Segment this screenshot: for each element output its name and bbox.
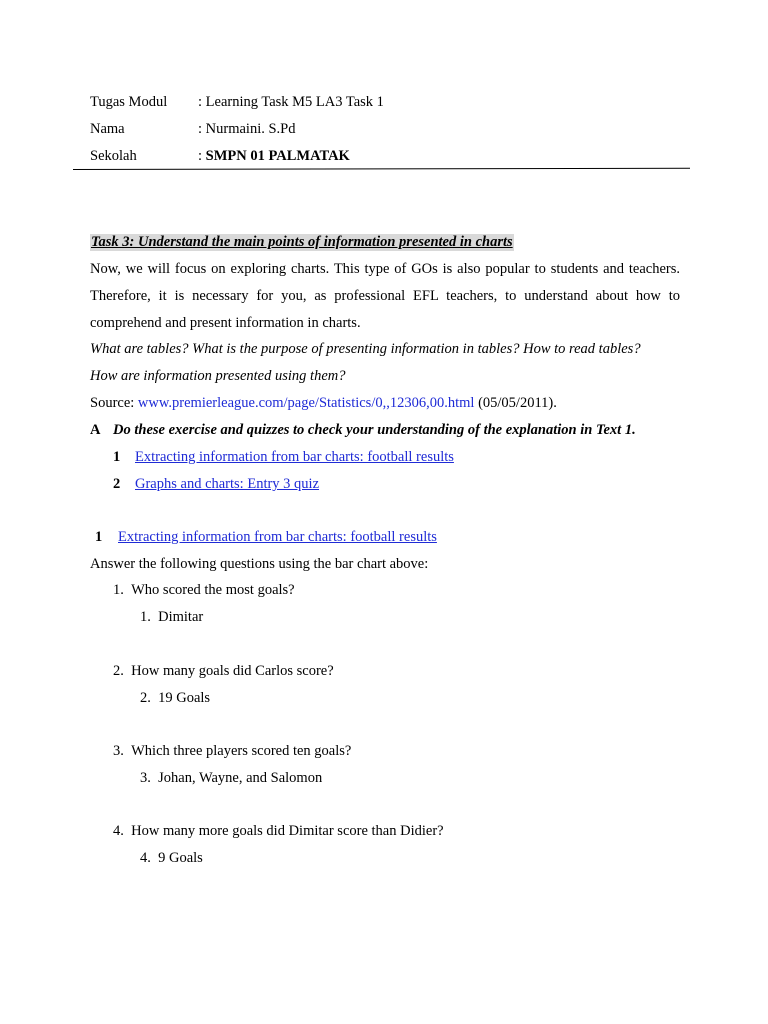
- link-number-1: 1: [113, 449, 121, 465]
- exercise-title-link[interactable]: Extracting information from bar charts: football results: [118, 529, 437, 545]
- section-a-instruction: Do these exercise and quizzes to check your understanding of the explanation in Text 1.: [113, 422, 636, 438]
- exercise-number: 1: [95, 529, 103, 545]
- header-value-nama: : Nurmaini. S.Pd: [198, 121, 296, 137]
- question-4: 4. How many more goals did Dimitar score than Didier?: [113, 823, 444, 839]
- question-2: 2. How many goals did Carlos score?: [113, 663, 334, 679]
- exercise-intro: Answer the following questions using the bar chart above:: [90, 556, 429, 572]
- question-1: 1. Who scored the most goals?: [113, 582, 295, 598]
- answer-3: 3. Johan, Wayne, and Salomon: [140, 770, 323, 786]
- header-value-sekolah: [198, 148, 350, 165]
- answer-4: 4. 9 Goals: [140, 850, 203, 866]
- answer-2: 2. 19 Goals: [140, 690, 211, 706]
- task-questions-line-1: What are tables? What is the purpose of presenting information in tables? How to read tables?: [90, 341, 641, 357]
- source-label: Source:: [90, 395, 138, 411]
- task-questions-line-2: How are information presented using them?: [90, 368, 346, 384]
- source-date: (05/05/2011).: [474, 395, 557, 411]
- section-a-letter: A: [90, 422, 101, 438]
- source-link[interactable]: www.premierleague.com/page/Statistics/0,,12306,00.html: [137, 395, 475, 411]
- task-paragraph: Now, we will focus on exploring charts. This type of GOs is also popular to students and teachers. Therefore, it is necessary for you, as professional EFL teachers, to understand about how to comprehend and present information in charts.: [90, 261, 680, 331]
- header-value-prefix: :: [198, 148, 206, 164]
- question-3: 3. Which three players scored ten goals?: [113, 743, 352, 759]
- task-title: Task 3: Understand the main points of information presented in charts: [91, 234, 513, 250]
- source-line: [90, 395, 557, 412]
- header-label-sekolah: Sekolah: [90, 148, 137, 164]
- answer-1: 1. Dimitar: [140, 609, 204, 625]
- link-number-2: 2: [113, 476, 121, 492]
- school-name: SMPN 01 PALMATAK: [205, 148, 350, 164]
- link-graphs-charts-quiz[interactable]: Graphs and charts: Entry 3 quiz: [135, 476, 320, 492]
- header-label-nama: Nama: [90, 121, 125, 137]
- link-bar-charts-football[interactable]: Extracting information from bar charts: football results: [135, 449, 454, 465]
- header-label-tugas-modul: Tugas Modul: [90, 94, 168, 110]
- header-value-tugas-modul: : Learning Task M5 LA3 Task 1: [198, 94, 384, 110]
- header-divider: [73, 168, 690, 170]
